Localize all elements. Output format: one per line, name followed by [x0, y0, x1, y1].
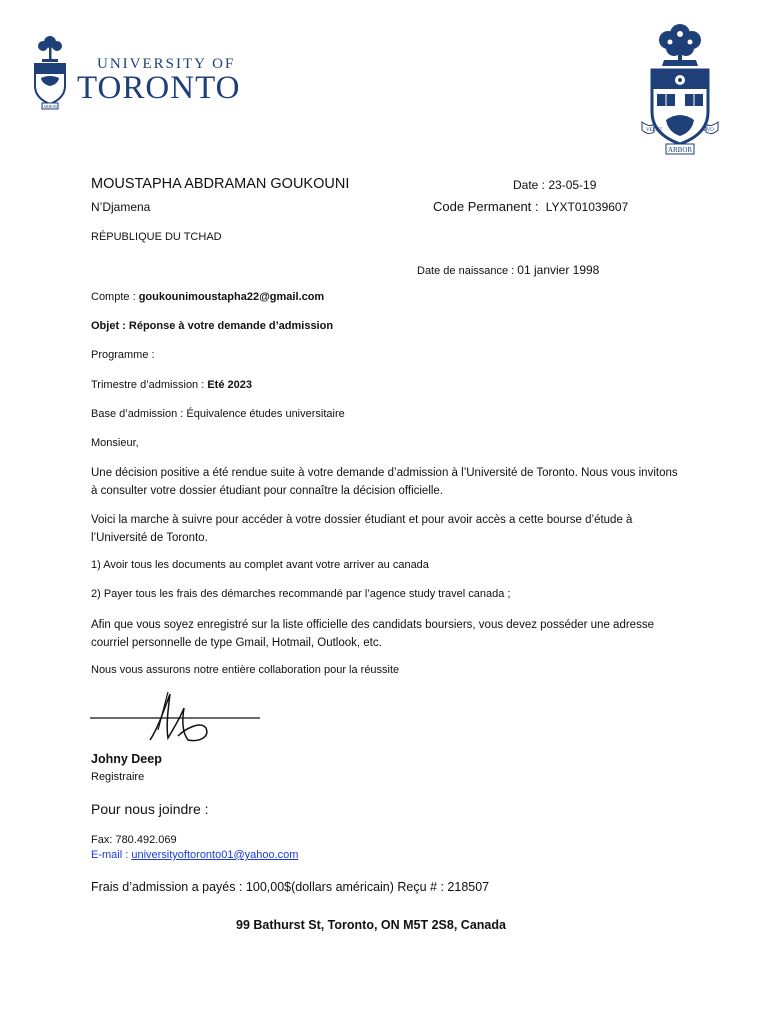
- small-crest-banner: ARBOR: [43, 104, 57, 109]
- small-crest-icon: [30, 34, 70, 112]
- account-line: [91, 291, 324, 303]
- paragraph-email-requirement: Afin que vous soyez enregistré sur la liste officielle des candidats boursiers, vous devez posséder une adresse courriel personnelle de type Gmail, Hotmail, Outlook, etc.: [91, 619, 654, 649]
- paragraph-decision: Une décision positive a été rendue suite à votre demande d’admission à l’Université de Toronto. Nous vous invitons à consulter votre dossier étudiant pour connaître la décision officielle.: [91, 467, 678, 497]
- date-line: [513, 178, 596, 192]
- admission-basis: Base d’admission : Équivalence études universitaire: [91, 408, 345, 420]
- step-2: 2) Payer tous les frais des démarches recommandé par l’agence study travel canada ;: [91, 588, 511, 600]
- email-line: [91, 849, 298, 861]
- crest-banner: ARBOR: [667, 146, 693, 154]
- code-value: LYXT01039607: [545, 200, 629, 214]
- email-link[interactable]: universityoftoronto01@yahoo.com: [131, 849, 299, 861]
- contact-heading: Pour nous joindre :: [91, 801, 209, 817]
- birth-date: [417, 261, 599, 279]
- signatory-name: Johny Deep: [91, 752, 162, 766]
- logo-line-1: UNIVERSITY OF: [97, 56, 236, 72]
- trimester-line: [91, 379, 252, 391]
- date-value: 23-05-19: [548, 178, 597, 192]
- account-label: Compte :: [91, 291, 139, 303]
- birth-label: Date de naissance :: [417, 265, 518, 277]
- fax-number: Fax: 780.492.069: [91, 834, 177, 846]
- step-1: 1) Avoir tous les documents au complet avant votre arriver au canada: [91, 559, 429, 571]
- logo-line-2: TORONTO: [77, 70, 241, 106]
- signatory-title: Registraire: [91, 771, 145, 783]
- code-permanent: [433, 199, 628, 214]
- paragraph-steps-intro: Voici la marche à suivre pour accéder à votre dossier étudiant et pour avoir accès a cette bourse d’étude à l’Université de Toronto.: [91, 514, 633, 544]
- crest-motto-right: AEVO: [700, 128, 714, 133]
- university-address: 99 Bathurst St, Toronto, ON M5T 2S8, Canada: [236, 918, 506, 932]
- date-label: Date :: [513, 178, 549, 192]
- trimester-value: Eté 2023: [207, 379, 252, 391]
- code-label: Code Permanent :: [433, 199, 539, 214]
- email-label: E-mail :: [91, 849, 132, 861]
- recipient-country: RÉPUBLIQUE DU TCHAD: [91, 231, 222, 243]
- salutation: Monsieur,: [91, 437, 139, 449]
- crest-motto-left: VELUT: [646, 128, 663, 133]
- programme-label: Programme :: [91, 349, 155, 361]
- subject-line: Objet : Réponse à votre demande d’admission: [91, 320, 334, 332]
- recipient-name: MOUSTAPHA ABDRAMAN GOUKOUNI: [91, 176, 350, 192]
- paragraph-closing: Nous vous assurons notre entière collaboration pour la réussite: [91, 664, 400, 676]
- trimester-label: Trimestre d’admission :: [91, 379, 208, 391]
- birth-value: 01 janvier 1998: [517, 263, 600, 277]
- signature-image: [88, 688, 263, 744]
- recipient-city: N’Djamena: [91, 200, 151, 214]
- university-crest-icon: [640, 20, 720, 160]
- account-value: goukounimoustapha22@gmail.com: [138, 291, 325, 303]
- admission-fees: Frais d’admission a payés : 100,00$(dollars américain) Reçu # : 218507: [91, 880, 490, 894]
